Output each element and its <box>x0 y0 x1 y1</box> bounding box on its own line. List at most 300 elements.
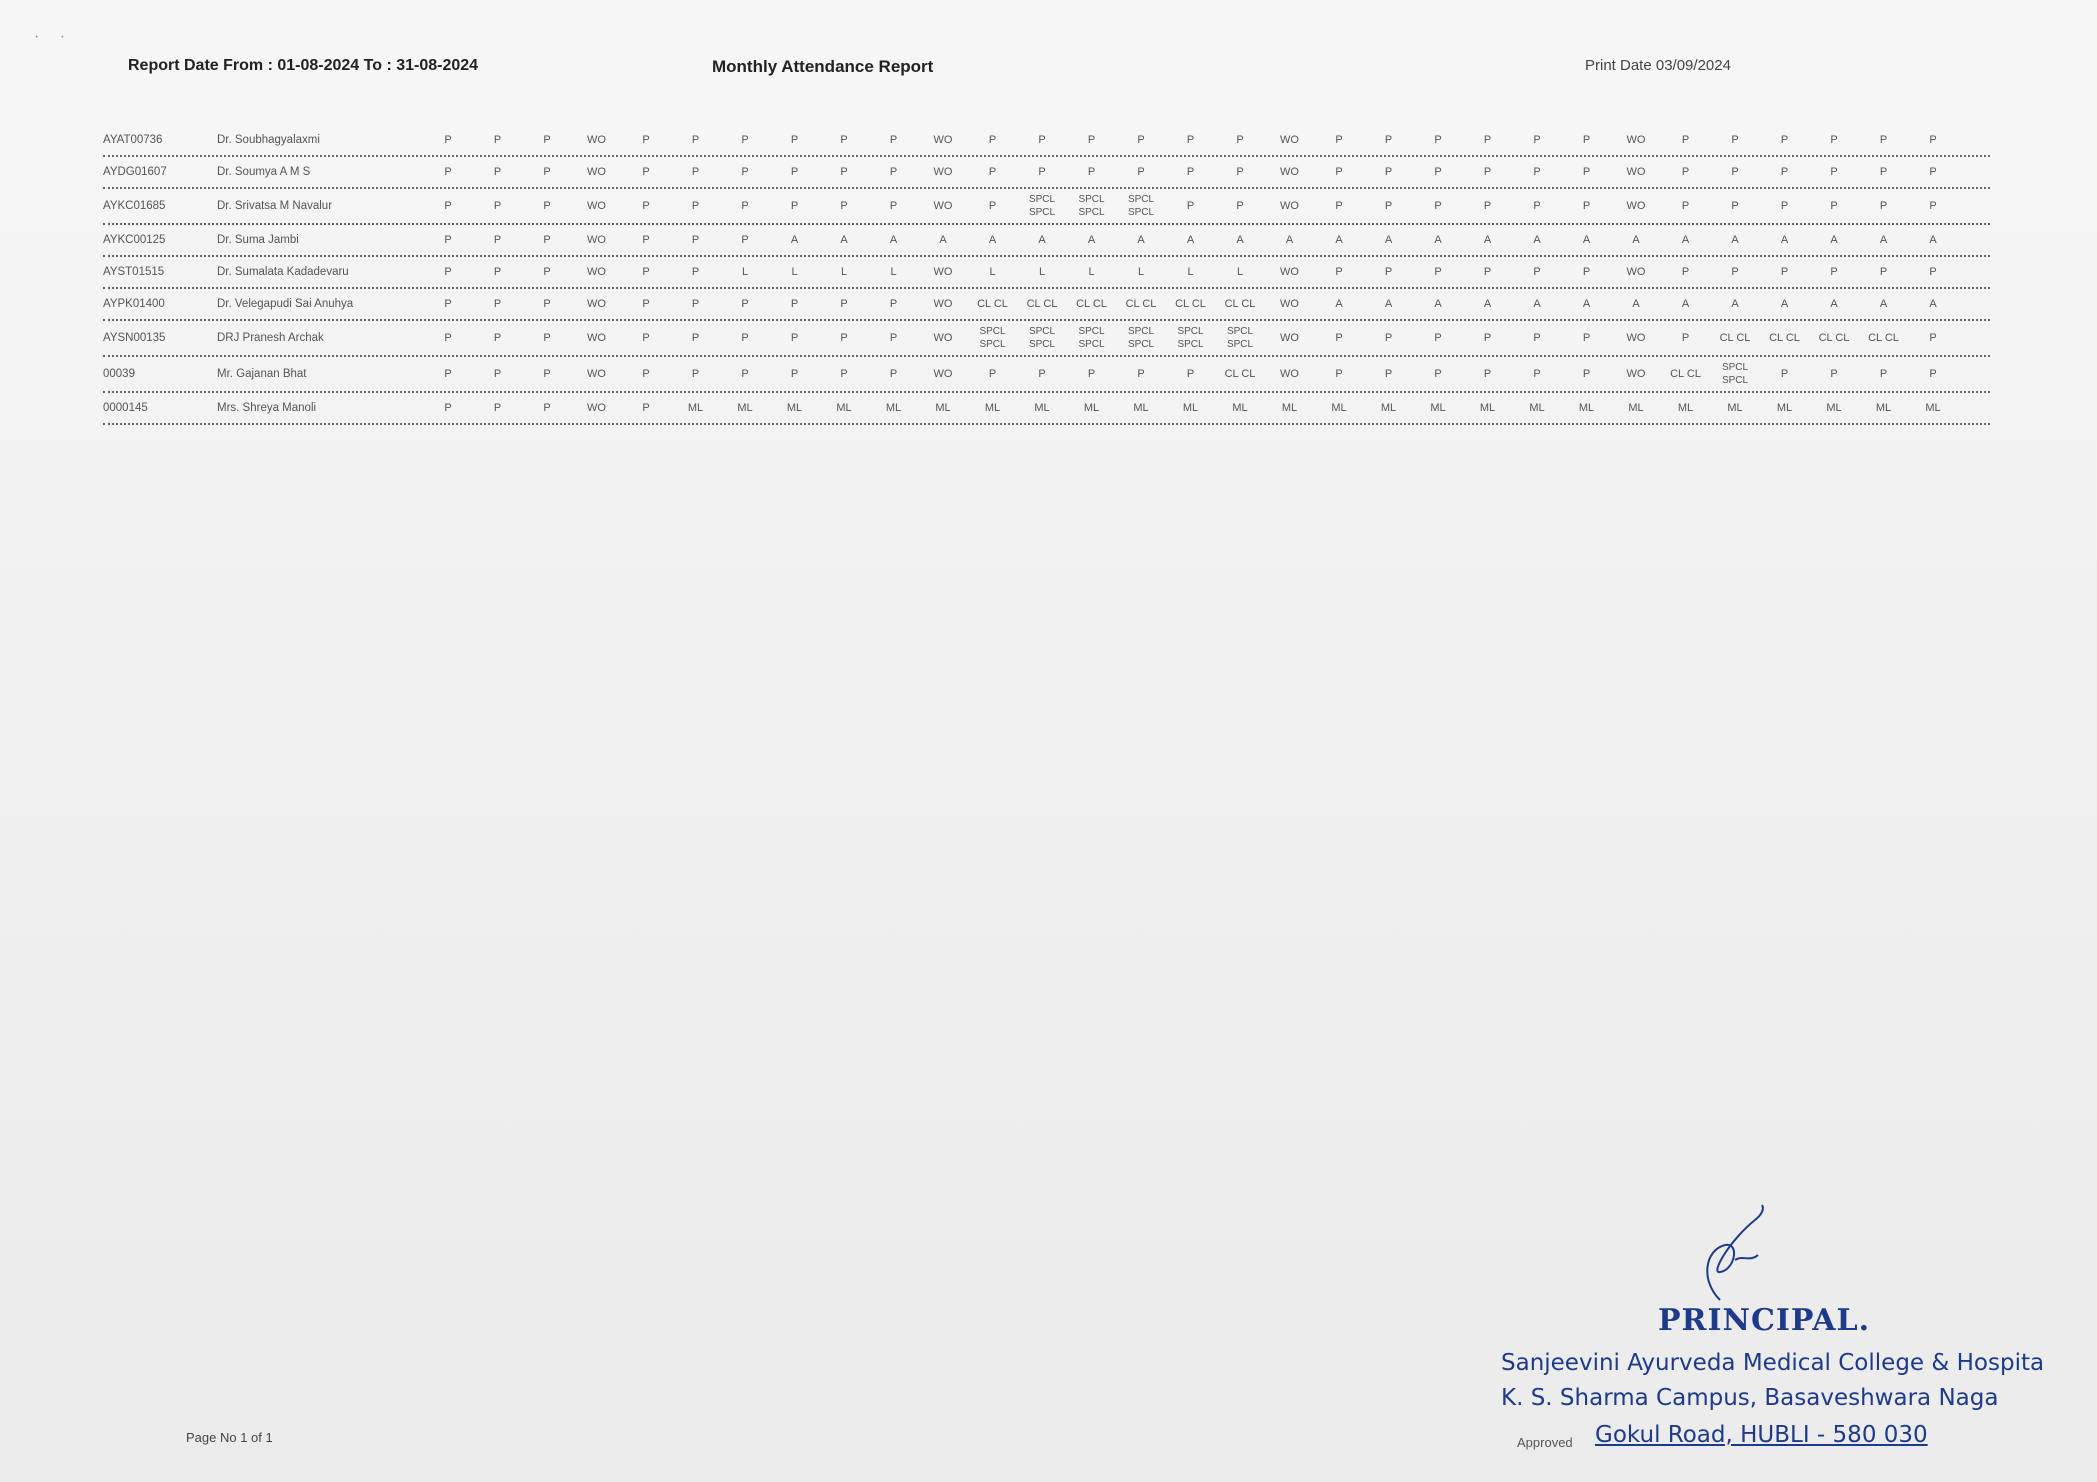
day-cell: CL CL <box>1224 368 1256 380</box>
day-cell: P <box>1483 332 1492 344</box>
day-cell: WO <box>933 368 953 380</box>
day-cell: P <box>1582 166 1591 178</box>
day-cell: P <box>1137 368 1145 380</box>
day-cell: P <box>741 298 749 310</box>
day-cell: A <box>1879 298 1888 310</box>
day-cell: P <box>493 402 502 414</box>
day-cell: P <box>691 200 700 212</box>
day-cell: P <box>444 134 452 146</box>
day-cell: ML <box>1578 402 1595 414</box>
attendance-table <box>103 125 1990 425</box>
day-cell: P <box>444 234 452 246</box>
day-cell: P <box>790 298 799 310</box>
signature-mark <box>1680 1200 1775 1310</box>
day-cell: WO <box>587 368 606 380</box>
day-cell: P <box>790 332 799 344</box>
day-cell: WO <box>1280 266 1299 278</box>
employee-id: 00039 <box>103 368 135 380</box>
day-cell: ML <box>935 402 951 414</box>
day-cell: ML <box>1826 402 1842 414</box>
day-cell: WO <box>1280 134 1299 146</box>
day-cell: P <box>1335 200 1343 212</box>
day-cell: ML <box>1727 402 1743 414</box>
day-cell: P <box>1830 134 1838 146</box>
day-cell: P <box>444 266 452 278</box>
day-cell: P <box>543 332 551 344</box>
day-cell: WO <box>587 166 606 178</box>
day-cell: P <box>790 134 799 146</box>
day-cell: WO <box>1280 200 1299 212</box>
day-cell: A <box>1384 234 1393 246</box>
day-cell: P <box>444 298 452 310</box>
day-cell: P <box>1186 134 1195 146</box>
employee-name: Mr. Gajanan Bhat <box>217 368 307 380</box>
day-cell: A <box>1434 298 1442 310</box>
day-cell: P <box>1830 368 1838 380</box>
day-cell: P <box>1830 266 1838 278</box>
attendance-row <box>103 321 1990 357</box>
day-cell: CL CL <box>1076 298 1107 310</box>
day-cell: L <box>989 266 996 278</box>
day-cell: WO <box>587 332 606 344</box>
attendance-row <box>103 393 1990 425</box>
day-cell: ML <box>1232 402 1248 414</box>
employee-id: 0000145 <box>103 402 148 414</box>
day-cell: P <box>1384 368 1393 380</box>
day-cell: P <box>1384 200 1393 212</box>
day-cell: P <box>1731 134 1739 146</box>
day-cell: WO <box>1626 166 1646 178</box>
day-cell: P <box>444 332 452 344</box>
day-cell: A <box>1533 298 1541 310</box>
day-cell: A <box>889 234 898 246</box>
day-cell: P <box>691 368 700 380</box>
employee-name: DRJ Pranesh Archak <box>217 332 324 344</box>
day-cell: WO <box>587 266 606 278</box>
day-cell: A <box>1830 298 1838 310</box>
day-cell: P <box>1434 134 1442 146</box>
day-cell: P <box>840 200 848 212</box>
day-cell: P <box>1780 166 1789 178</box>
day-cell: P <box>840 298 848 310</box>
day-cell: SPCL SPCL <box>1078 326 1105 350</box>
day-cell: SPCL SPCL <box>1127 194 1155 218</box>
day-cell: WO <box>933 266 953 278</box>
day-cell: ML <box>1529 402 1545 414</box>
day-cell: WO <box>587 234 606 246</box>
day-cell: SPCL SPCL <box>1028 326 1056 350</box>
day-cell: A <box>1533 234 1541 246</box>
day-cell: ML <box>1776 402 1793 414</box>
day-cell: P <box>889 166 898 178</box>
day-cell: P <box>790 368 799 380</box>
attendance-row <box>103 157 1990 189</box>
day-cell: A <box>1285 234 1294 246</box>
day-cell: P <box>1582 134 1591 146</box>
day-cell: P <box>840 134 848 146</box>
day-cell: P <box>444 200 452 212</box>
day-cell: A <box>988 234 997 246</box>
day-cell: L <box>1187 266 1194 278</box>
day-cell: ML <box>1628 402 1644 414</box>
day-cell: ML <box>1677 402 1694 414</box>
day-cell: WO <box>1626 368 1646 380</box>
day-cell: SPCL SPCL <box>1078 194 1105 218</box>
employee-id: AYDG01607 <box>103 166 167 178</box>
day-cell: P <box>543 298 551 310</box>
day-cell: P <box>691 332 700 344</box>
day-cell: P <box>1681 332 1690 344</box>
day-cell: P <box>1929 368 1937 380</box>
day-cell: CL CL <box>1125 298 1157 310</box>
day-cell: WO <box>587 134 606 146</box>
day-cell: P <box>1434 200 1442 212</box>
day-cell: P <box>1335 368 1343 380</box>
day-cell: CL CL <box>1818 332 1850 344</box>
day-cell: WO <box>933 134 953 146</box>
day-cell: A <box>1582 298 1591 310</box>
day-cell: P <box>1483 368 1492 380</box>
employee-name: Dr. Srivatsa M Navalur <box>217 200 333 212</box>
attendance-row <box>103 125 1990 157</box>
scan-specks: · · <box>34 28 74 45</box>
day-cell: P <box>988 166 997 178</box>
day-cell: L <box>890 266 897 278</box>
day-cell: P <box>1137 134 1145 146</box>
day-cell: P <box>1434 266 1442 278</box>
day-cell: P <box>493 332 502 344</box>
day-cell: P <box>543 266 551 278</box>
employee-id: AYPK01400 <box>103 298 165 310</box>
day-cell: ML <box>1133 402 1149 414</box>
day-cell: WO <box>1280 166 1299 178</box>
day-cell: P <box>642 368 650 380</box>
day-cell: A <box>1780 234 1789 246</box>
day-cell: A <box>790 234 799 246</box>
employee-name: Dr. Soumya A M S <box>217 166 311 178</box>
day-cell: ML <box>1875 402 1892 414</box>
day-cell: WO <box>933 200 953 212</box>
day-cell: P <box>1681 166 1690 178</box>
day-cell: SPCL SPCL <box>1127 326 1155 350</box>
day-cell: P <box>1780 134 1789 146</box>
day-cell: P <box>1681 200 1690 212</box>
day-cell: CL CL <box>1175 298 1206 310</box>
day-cell: A <box>1335 234 1343 246</box>
day-cell: P <box>1186 200 1195 212</box>
day-cell: A <box>1483 298 1492 310</box>
day-cell: P <box>1929 266 1937 278</box>
day-cell: P <box>691 234 700 246</box>
day-cell: P <box>543 200 551 212</box>
day-cell: P <box>1681 266 1690 278</box>
day-cell: L <box>741 266 749 278</box>
day-cell: L <box>791 266 798 278</box>
day-cell: P <box>1533 134 1541 146</box>
day-cell: P <box>1335 166 1343 178</box>
day-cell: A <box>1434 234 1442 246</box>
day-cell: P <box>642 266 650 278</box>
day-cell: CL CL <box>1224 298 1256 310</box>
day-cell: P <box>1582 200 1591 212</box>
day-cell: P <box>1929 166 1937 178</box>
day-cell: P <box>691 298 700 310</box>
day-cell: P <box>741 200 749 212</box>
day-cell: P <box>543 234 551 246</box>
day-cell: SPCL SPCL <box>1226 326 1254 350</box>
report-date-range: Report Date From : 01-08-2024 To : 31-08-2024 <box>128 57 479 74</box>
day-cell: P <box>1780 200 1789 212</box>
day-cell: P <box>1236 200 1244 212</box>
day-cell: P <box>493 266 502 278</box>
day-cell: P <box>1533 200 1541 212</box>
day-cell: P <box>1582 368 1591 380</box>
day-cell: WO <box>587 200 606 212</box>
employee-name: Mrs. Shreya Manoli <box>217 402 317 414</box>
day-cell: P <box>840 332 848 344</box>
day-cell: P <box>691 266 700 278</box>
day-cell: P <box>1384 332 1393 344</box>
day-cell: P <box>1434 166 1442 178</box>
day-cell: A <box>1137 234 1145 246</box>
day-cell: CL CL <box>1026 298 1058 310</box>
day-cell: WO <box>1626 200 1646 212</box>
day-cell: SPCL SPCL <box>1028 194 1056 218</box>
day-cell: ML <box>1430 402 1446 414</box>
day-cell: P <box>642 234 650 246</box>
day-cell: P <box>1533 332 1541 344</box>
day-cell: P <box>1879 134 1888 146</box>
day-cell: A <box>1879 234 1888 246</box>
day-cell: P <box>889 368 898 380</box>
day-cell: P <box>543 402 551 414</box>
day-cell: WO <box>1280 298 1299 310</box>
day-cell: P <box>1186 368 1195 380</box>
attendance-row <box>103 189 1990 225</box>
day-cell: A <box>1731 298 1739 310</box>
report-title: Monthly Attendance Report <box>712 57 934 76</box>
day-cell: P <box>1582 266 1591 278</box>
day-cell: P <box>1830 200 1838 212</box>
day-cell: A <box>1384 298 1393 310</box>
page-number: Page No 1 of 1 <box>186 1430 273 1445</box>
day-cell: P <box>444 402 452 414</box>
day-cell: A <box>840 234 848 246</box>
day-cell: ML <box>1083 402 1100 414</box>
employee-id: AYKC00125 <box>103 234 166 246</box>
day-cell: A <box>1681 234 1690 246</box>
day-cell: P <box>1335 266 1343 278</box>
day-cell: CL CL <box>977 298 1008 310</box>
day-cell: WO <box>1280 332 1299 344</box>
day-cell: P <box>543 368 551 380</box>
day-cell: ML <box>687 402 704 414</box>
day-cell: CL CL <box>1670 368 1701 380</box>
day-cell: P <box>988 134 997 146</box>
day-cell: P <box>741 234 749 246</box>
attendance-row <box>103 357 1990 393</box>
day-cell: WO <box>587 402 606 414</box>
day-cell: ML <box>737 402 753 414</box>
day-cell: WO <box>933 332 953 344</box>
day-cell: A <box>1681 298 1690 310</box>
day-cell: P <box>1087 166 1096 178</box>
day-cell: P <box>741 332 749 344</box>
day-cell: ML <box>1034 402 1050 414</box>
day-cell: P <box>691 166 700 178</box>
employee-name: Dr. Velegapudi Sai Anuhya <box>217 298 354 310</box>
day-cell: WO <box>1626 266 1646 278</box>
day-cell: P <box>988 200 997 212</box>
day-cell: SPCL SPCL <box>1177 326 1204 350</box>
day-cell: WO <box>587 298 606 310</box>
day-cell: P <box>1434 368 1442 380</box>
employee-id: AYAT00736 <box>103 134 163 146</box>
day-cell: L <box>840 266 848 278</box>
day-cell: P <box>889 200 898 212</box>
day-cell: P <box>1731 166 1739 178</box>
day-cell: P <box>1929 200 1937 212</box>
day-cell: P <box>1830 166 1838 178</box>
attendance-row <box>103 225 1990 257</box>
day-cell: WO <box>933 166 953 178</box>
day-cell: P <box>1038 368 1046 380</box>
day-cell: P <box>1335 134 1343 146</box>
day-cell: A <box>1830 234 1838 246</box>
day-cell: P <box>1731 200 1739 212</box>
day-cell: P <box>840 166 848 178</box>
day-cell: SPCL SPCL <box>979 326 1006 350</box>
day-cell: P <box>1236 134 1244 146</box>
day-cell: P <box>1929 134 1937 146</box>
day-cell: P <box>1731 266 1739 278</box>
day-cell: CL CL <box>1868 332 1899 344</box>
employee-id: AYST01515 <box>103 266 165 278</box>
day-cell: ML <box>1331 402 1347 414</box>
employee-name: Dr. Soubhagyalaxmi <box>217 134 320 146</box>
stamp-address: Gokul Road, HUBLI - 580 030 <box>1595 1422 1928 1448</box>
day-cell: P <box>493 200 502 212</box>
day-cell: A <box>1632 234 1640 246</box>
day-cell: P <box>1038 134 1046 146</box>
day-cell: P <box>1087 368 1096 380</box>
day-cell: P <box>1879 200 1888 212</box>
day-cell: P <box>889 134 898 146</box>
day-cell: P <box>1879 368 1888 380</box>
day-cell: P <box>444 166 452 178</box>
day-cell: P <box>1533 166 1541 178</box>
day-cell: P <box>1780 368 1789 380</box>
day-cell: P <box>543 134 551 146</box>
employee-id: AYSN00135 <box>103 332 166 344</box>
day-cell: P <box>691 134 700 146</box>
day-cell: ML <box>885 402 902 414</box>
day-cell: A <box>1186 234 1195 246</box>
day-cell: P <box>1483 166 1492 178</box>
day-cell: P <box>741 368 749 380</box>
day-cell: L <box>1137 266 1145 278</box>
day-cell: A <box>1335 298 1343 310</box>
stamp-campus: K. S. Sharma Campus, Basaveshwara Naga <box>1501 1385 1999 1411</box>
day-cell: ML <box>1479 402 1496 414</box>
day-cell: CL CL <box>1719 332 1751 344</box>
day-cell: P <box>1780 266 1789 278</box>
day-cell: P <box>840 368 848 380</box>
attendance-row <box>103 257 1990 289</box>
day-cell: ML <box>836 402 852 414</box>
attendance-row <box>103 289 1990 321</box>
day-cell: WO <box>933 298 953 310</box>
day-cell: P <box>1681 134 1690 146</box>
day-cell: A <box>1038 234 1046 246</box>
day-cell: P <box>1087 134 1096 146</box>
day-cell: ML <box>1380 402 1397 414</box>
day-cell: P <box>988 368 997 380</box>
day-cell: P <box>493 368 502 380</box>
day-cell: P <box>642 298 650 310</box>
day-cell: L <box>1088 266 1095 278</box>
day-cell: A <box>1731 234 1739 246</box>
day-cell: P <box>493 234 502 246</box>
day-cell: P <box>790 166 799 178</box>
day-cell: A <box>939 234 947 246</box>
day-cell: P <box>1038 166 1046 178</box>
day-cell: P <box>1137 166 1145 178</box>
day-cell: P <box>1879 266 1888 278</box>
employee-name: Dr. Suma Jambi <box>217 234 299 246</box>
day-cell: P <box>1483 200 1492 212</box>
stamp-institution: Sanjeevini Ayurveda Medical College & Hospita <box>1501 1350 2045 1376</box>
day-cell: P <box>1186 166 1195 178</box>
day-cell: P <box>1434 332 1442 344</box>
day-cell: P <box>1533 368 1541 380</box>
day-cell: ML <box>1281 402 1298 414</box>
day-cell: ML <box>1182 402 1199 414</box>
day-cell: A <box>1929 234 1937 246</box>
day-cell: P <box>1929 332 1937 344</box>
day-cell: A <box>1632 298 1640 310</box>
day-cell: P <box>790 200 799 212</box>
employee-name: Dr. Sumalata Kadadevaru <box>217 266 349 278</box>
day-cell: P <box>493 134 502 146</box>
day-cell: WO <box>1626 332 1646 344</box>
day-cell: P <box>642 332 650 344</box>
day-cell: P <box>642 166 650 178</box>
day-cell: P <box>1384 134 1393 146</box>
day-cell: P <box>543 166 551 178</box>
print-date: Print Date 03/09/2024 <box>1585 57 1731 74</box>
day-cell: ML <box>1925 402 1941 414</box>
day-cell: P <box>1483 266 1492 278</box>
day-cell: P <box>493 166 502 178</box>
day-cell: P <box>1384 166 1393 178</box>
day-cell: A <box>1582 234 1591 246</box>
day-cell: P <box>741 134 749 146</box>
day-cell: P <box>1384 266 1393 278</box>
day-cell: CL CL <box>1769 332 1800 344</box>
day-cell: P <box>1582 332 1591 344</box>
day-cell: P <box>741 166 749 178</box>
day-cell: WO <box>1280 368 1299 380</box>
day-cell: P <box>1483 134 1492 146</box>
day-cell: P <box>1879 166 1888 178</box>
day-cell: P <box>889 332 898 344</box>
day-cell: A <box>1483 234 1492 246</box>
day-cell: SPCL SPCL <box>1721 362 1749 386</box>
day-cell: A <box>1780 298 1789 310</box>
day-cell: P <box>642 134 650 146</box>
day-cell: A <box>1929 298 1937 310</box>
